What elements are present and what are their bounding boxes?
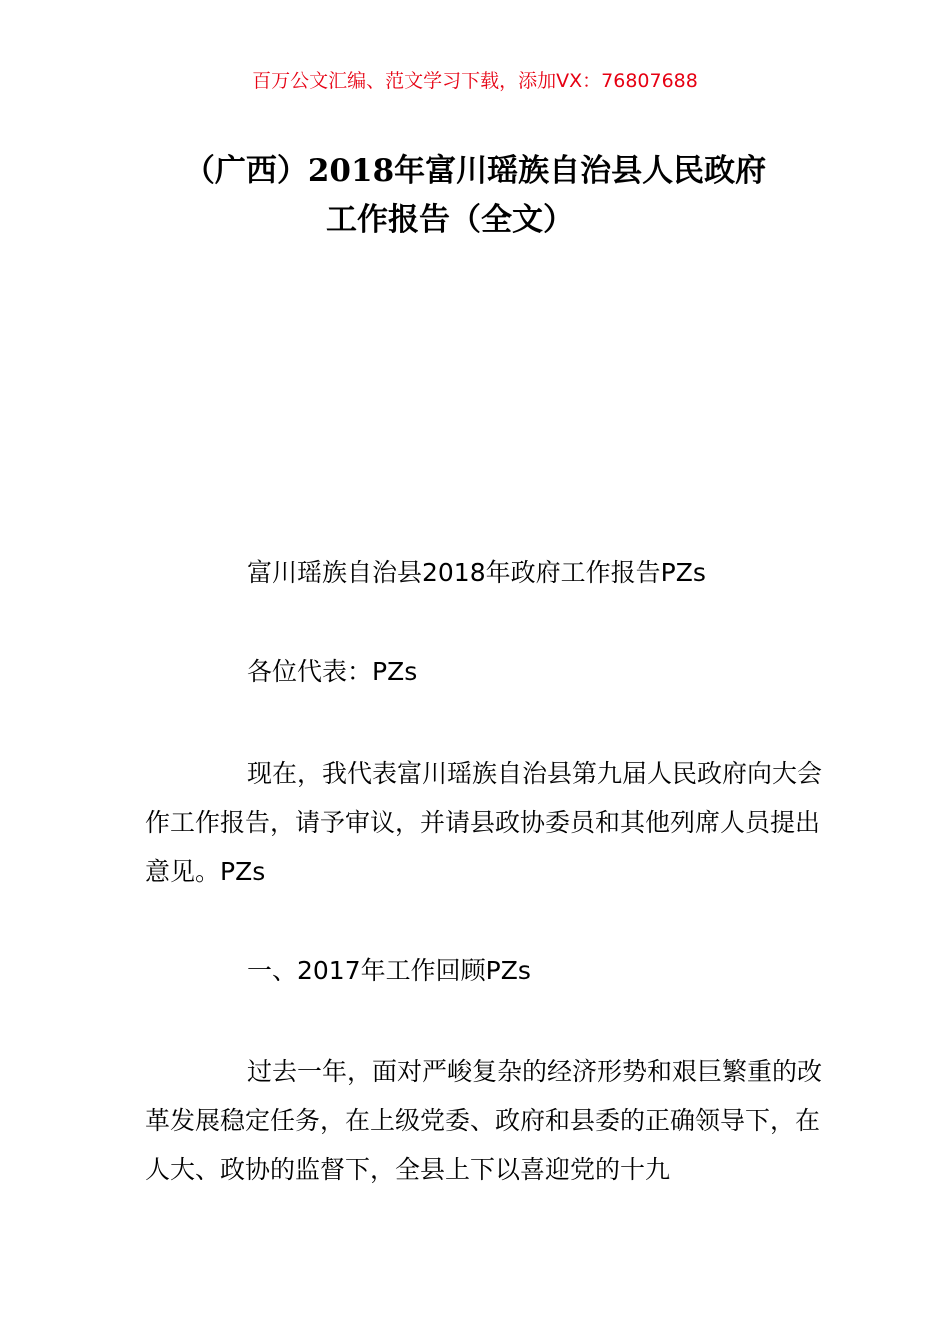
- section-heading-2017-review: 一、2017年工作回顾PZs: [247, 956, 531, 985]
- header-promo-text: 百万公文汇编、范文学习下载，添加VX：76807688: [252, 70, 698, 92]
- intro-paragraph: 现在，我代表富川瑶族自治县第九届人民政府向大会作工作报告，请予审议，并请县政协委员和其他列席人员提出意见。PZs: [145, 759, 823, 886]
- document-title-line-2: 工作报告（全文）: [326, 202, 574, 238]
- salutation: 各位代表：PZs: [247, 657, 418, 686]
- document-title-line-1: （广西）2018年富川瑶族自治县人民政府: [183, 153, 767, 189]
- report-subtitle: 富川瑶族自治县2018年政府工作报告PZs: [247, 558, 706, 587]
- header-promo-note: [0, 68, 950, 94]
- review-paragraph: 过去一年，面对严峻复杂的经济形势和艰巨繁重的改革发展稳定任务，在上级党委、政府和县委的正确领导下，在人大、政协的监督下，全县上下以喜迎党的十九: [145, 1057, 823, 1184]
